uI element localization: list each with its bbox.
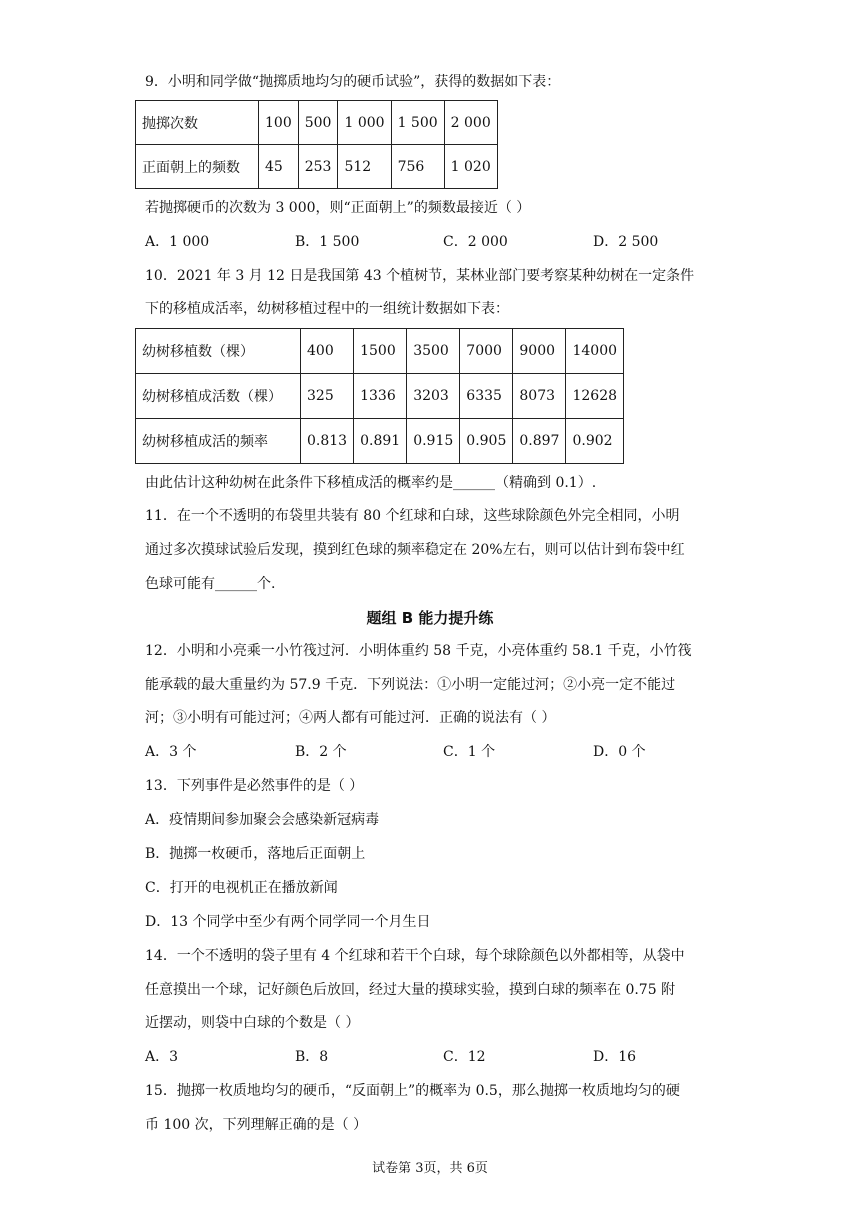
table-cell: 正面朝上的频数 — [136, 145, 259, 189]
q13-stem: 13．下列事件是必然事件的是（ ） — [145, 778, 364, 794]
option-d: D．16 — [593, 1049, 637, 1065]
q11-line-1: 11．在一个不透明的布袋里共装有 80 个红球和白球，这些球除颜色外完全相同，小明 — [145, 508, 680, 524]
table-cell: 8073 — [513, 374, 566, 419]
option-b: B．1 500 — [295, 234, 360, 250]
q10-stem-line-1: 10．2021 年 3 月 12 日是我国第 43 个植树节，某林业部门要考察某种幼树在一定条件 — [145, 268, 695, 284]
table-cell: 幼树移植成活的频率 — [136, 419, 301, 464]
table-cell: 幼树移植成活数（棵） — [136, 374, 301, 419]
option-b: B．8 — [295, 1049, 329, 1065]
section-title: 题组 B 能力提升练 — [366, 609, 494, 627]
table-cell: 幼树移植数（棵） — [136, 329, 301, 374]
table-cell: 0.905 — [460, 419, 513, 464]
q15-line-2: 币 100 次，下列理解正确的是（ ） — [145, 1117, 368, 1133]
option-c: C．2 000 — [443, 234, 508, 250]
option-a: A．3 — [145, 1049, 179, 1065]
option-d: D．0 个 — [593, 744, 646, 760]
table-cell: 12628 — [566, 374, 624, 419]
table-cell: 6335 — [460, 374, 513, 419]
option-c: C．12 — [443, 1049, 486, 1065]
option-b: B．2 个 — [295, 744, 347, 760]
q10-stem-line-2: 下的移植成活率，幼树移植过程中的一组统计数据如下表： — [145, 301, 509, 317]
q14-line-2: 任意摸出一个球，记好颜色后放回，经过大量的摸球实验，摸到白球的频率在 0.75 附 — [145, 982, 676, 998]
option-d: D．13 个同学中至少有两个同学同一个月生日 — [145, 914, 431, 930]
option-c: C．1 个 — [443, 744, 496, 760]
table-cell: 1336 — [354, 374, 407, 419]
option-c: C．打开的电视机正在播放新闻 — [145, 880, 338, 896]
table-cell: 100 — [259, 101, 299, 145]
table-cell: 1500 — [354, 329, 407, 374]
table-row — [136, 145, 498, 189]
table-cell: 0.891 — [354, 419, 407, 464]
table-cell: 512 — [338, 145, 391, 189]
q15-line-1: 15．抛掷一枚质地均匀的硬币，“反面朝上”的概率为 0.5，那么抛掷一枚质地均匀的硬 — [145, 1083, 680, 1099]
table-row — [136, 374, 624, 419]
table-row — [136, 419, 624, 464]
table-cell: 2 000 — [444, 101, 497, 145]
q10-question: 由此估计这种幼树在此条件下移植成活的概率约是______（精确到 0.1）. — [145, 475, 597, 491]
option-a: A．1 000 — [145, 234, 210, 250]
q14-line-3: 近摆动，则袋中白球的个数是（ ） — [145, 1015, 360, 1031]
table-cell: 7000 — [460, 329, 513, 374]
table-cell: 45 — [259, 145, 299, 189]
table-cell: 0.902 — [566, 419, 624, 464]
option-b: B．抛掷一枚硬币，落地后正面朝上 — [145, 846, 366, 862]
table-cell: 1 000 — [338, 101, 391, 145]
table-cell: 抛掷次数 — [136, 101, 259, 145]
option-a: A．3 个 — [145, 744, 197, 760]
q10-table — [135, 328, 624, 464]
q12-line-3: 河；③小明有可能过河；④两人都有可能过河．正确的说法有（ ） — [145, 710, 556, 726]
q14-line-1: 14．一个不透明的袋子里有 4 个红球和若干个白球，每个球除颜色以外都相等，从袋中 — [145, 948, 685, 964]
table-cell: 756 — [391, 145, 444, 189]
table-cell: 9000 — [513, 329, 566, 374]
q9-options — [145, 232, 805, 252]
table-cell: 0.813 — [301, 419, 354, 464]
q14-options — [145, 1047, 805, 1067]
option-d: D．2 500 — [593, 234, 659, 250]
q12-line-2: 能承载的最大重量约为 57.9 千克．下列说法：①小明一定能过河；②小亮一定不能过 — [145, 677, 676, 693]
q12-line-1: 12．小明和小亮乘一小竹筏过河．小明体重约 58 千克，小亮体重约 58.1 千克，小竹筏 — [145, 643, 692, 659]
option-a: A．疫情期间参加聚会会感染新冠病毒 — [145, 812, 380, 828]
q9-question: 若抛掷硬币的次数为 3 000，则“正面朝上”的频数最接近（ ） — [145, 200, 531, 216]
table-cell: 253 — [298, 145, 338, 189]
table-cell: 400 — [301, 329, 354, 374]
table-cell: 0.897 — [513, 419, 566, 464]
table-cell: 14000 — [566, 329, 624, 374]
table-cell: 0.915 — [407, 419, 460, 464]
q11-line-2: 通过多次摸球试验后发现，摸到红色球的频率稳定在 20%左右，则可以估计到布袋中红 — [145, 542, 685, 558]
q9-table — [135, 100, 498, 189]
page-footer: 试卷第 3页，共 6页 — [372, 1161, 488, 1176]
table-cell: 3500 — [407, 329, 460, 374]
table-cell: 3203 — [407, 374, 460, 419]
table-row — [136, 329, 624, 374]
table-cell: 325 — [301, 374, 354, 419]
table-cell: 1 020 — [444, 145, 497, 189]
table-cell: 500 — [298, 101, 338, 145]
table-cell: 1 500 — [391, 101, 444, 145]
table-row — [136, 101, 498, 145]
q9-stem: 9．小明和同学做“抛掷质地均匀的硬币试验”，获得的数据如下表： — [145, 74, 561, 90]
q11-line-3: 色球可能有______个. — [145, 576, 276, 592]
q12-options — [145, 742, 805, 762]
